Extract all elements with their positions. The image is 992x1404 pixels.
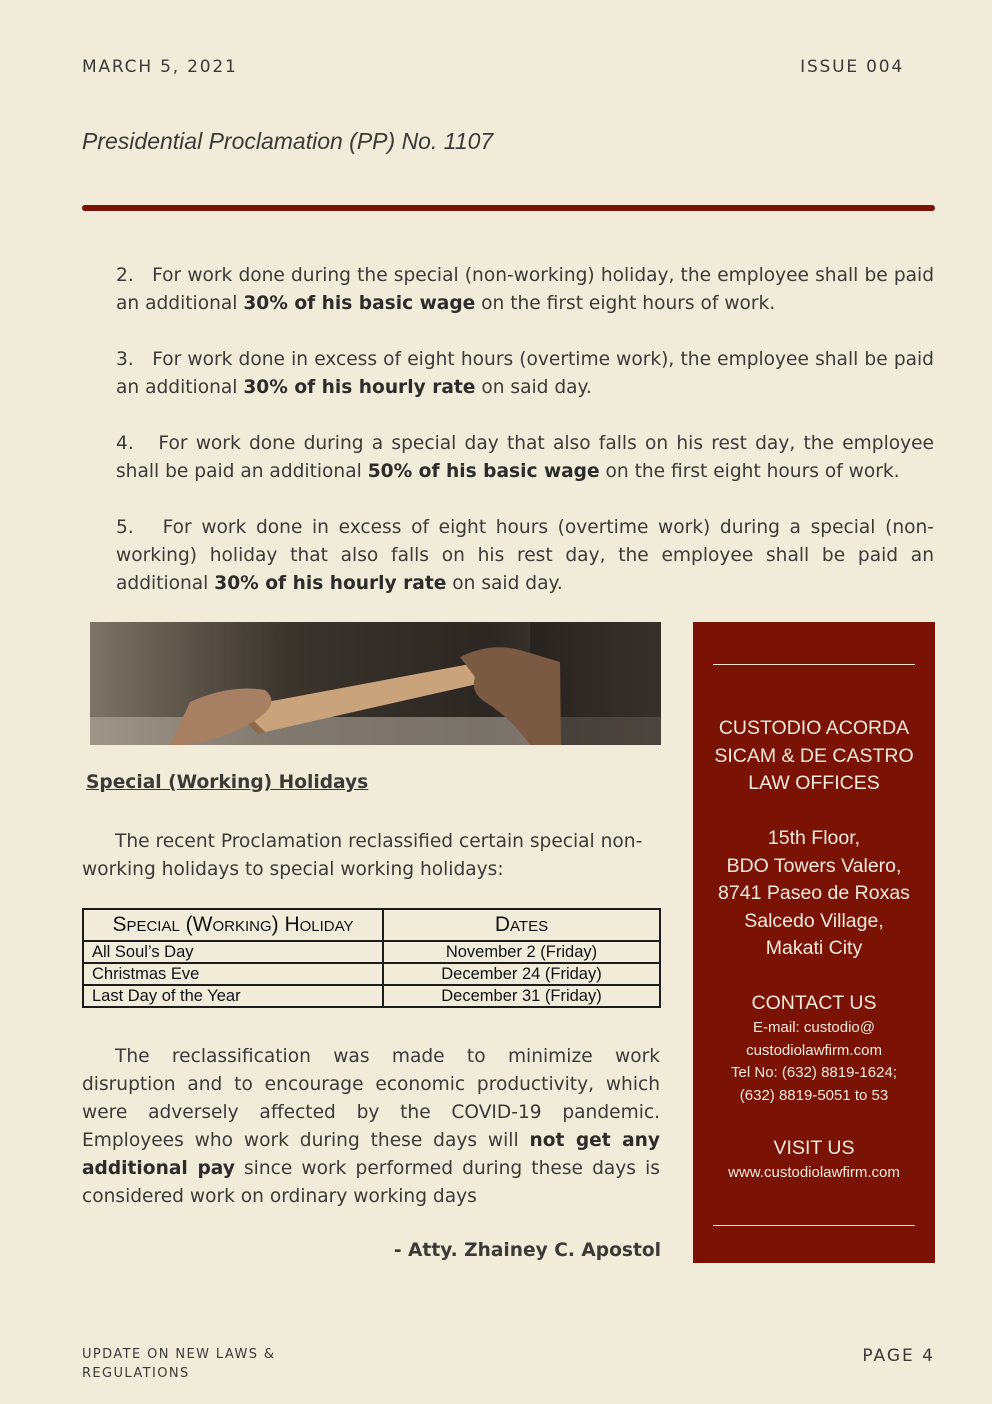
website-link[interactable]: www.custodiolawfirm.com xyxy=(728,1164,900,1181)
list-item: 4. For work done during a special day that also falls on his rest day, the employee shall be paid an additional 50% of his basic wage on the first eight hours of work. xyxy=(116,433,934,482)
contact-sidebar xyxy=(693,622,935,1263)
title-divider xyxy=(82,205,935,211)
firm-address: 15th Floor, BDO Towers Valero, 8741 Paseo de Roxas Salcedo Village, Makati City xyxy=(718,827,910,959)
table-row xyxy=(83,985,660,1007)
holiday-cell: Christmas Eve xyxy=(83,963,383,985)
holidays-table xyxy=(82,908,661,1008)
contact-details xyxy=(693,1017,935,1107)
phone-line: Tel No: (632) 8819-1624; xyxy=(731,1064,897,1081)
table-header-row xyxy=(83,909,660,941)
section-heading: Special (Working) Holidays xyxy=(86,772,369,793)
payment-rules-list xyxy=(116,262,934,626)
column-header: Dates xyxy=(383,909,660,941)
closing-paragraph: The reclassification was made to minimize work disruption and to encourage economic productivity, which were adversely affected by the COVID-19 pandemic. Employees who work during these days will not get any additional pay since work performed during these days is considered work on ordinary working days xyxy=(82,1046,660,1207)
page-title: Presidential Proclamation (PP) No. 1107 xyxy=(82,128,494,154)
list-item: 2. For work done during the special (non-working) holiday, the employee shall be paid an additional 30% of his basic wage on the first eight hours of work. xyxy=(116,265,934,314)
column-header: Special (Working) Holiday xyxy=(83,909,383,941)
email-link[interactable]: custodiolawfirm.com xyxy=(746,1041,882,1059)
intro-paragraph: The recent Proclamation reclassified certain special non-working holidays to special working holidays: xyxy=(82,831,643,880)
list-item: 5. For work done in excess of eight hours (overtime work) during a special (non-working) holiday that also falls on his rest day, the employee shall be paid an additional 30% of his hourly rate on said day. xyxy=(116,517,934,594)
list-item: 3. For work done in excess of eight hours (overtime work), the employee shall be paid an additional 30% of his hourly rate on said day. xyxy=(116,349,934,398)
holiday-cell: All Soul’s Day xyxy=(83,941,383,963)
page-number: PAGE 4 xyxy=(862,1346,935,1366)
sidebar-divider xyxy=(713,664,915,665)
firm-name: CUSTODIO ACORDA SICAM & DE CASTRO LAW OFFICES xyxy=(714,717,914,794)
issue-number: ISSUE 004 xyxy=(800,57,904,77)
date-cell: December 31 (Friday) xyxy=(383,985,660,1007)
date-cell: November 2 (Friday) xyxy=(383,941,660,963)
visit-heading: VISIT US xyxy=(773,1137,855,1159)
contact-heading: CONTACT US xyxy=(751,992,877,1014)
sidebar-divider xyxy=(713,1225,915,1226)
envelope-handover-photo xyxy=(90,622,661,745)
table-row xyxy=(83,963,660,985)
table-row xyxy=(83,941,660,963)
author-signature: - Atty. Zhainey C. Apostol xyxy=(393,1240,661,1261)
email-line: E-mail: custodio@ xyxy=(753,1019,875,1036)
footer-section-label: UPDATE ON NEW LAWS & REGULATIONS xyxy=(82,1347,276,1381)
phone-line: (632) 8819-5051 to 53 xyxy=(739,1086,889,1104)
holiday-cell: Last Day of the Year xyxy=(83,985,383,1007)
date-cell: December 24 (Friday) xyxy=(383,963,660,985)
issue-date: MARCH 5, 2021 xyxy=(82,57,238,77)
